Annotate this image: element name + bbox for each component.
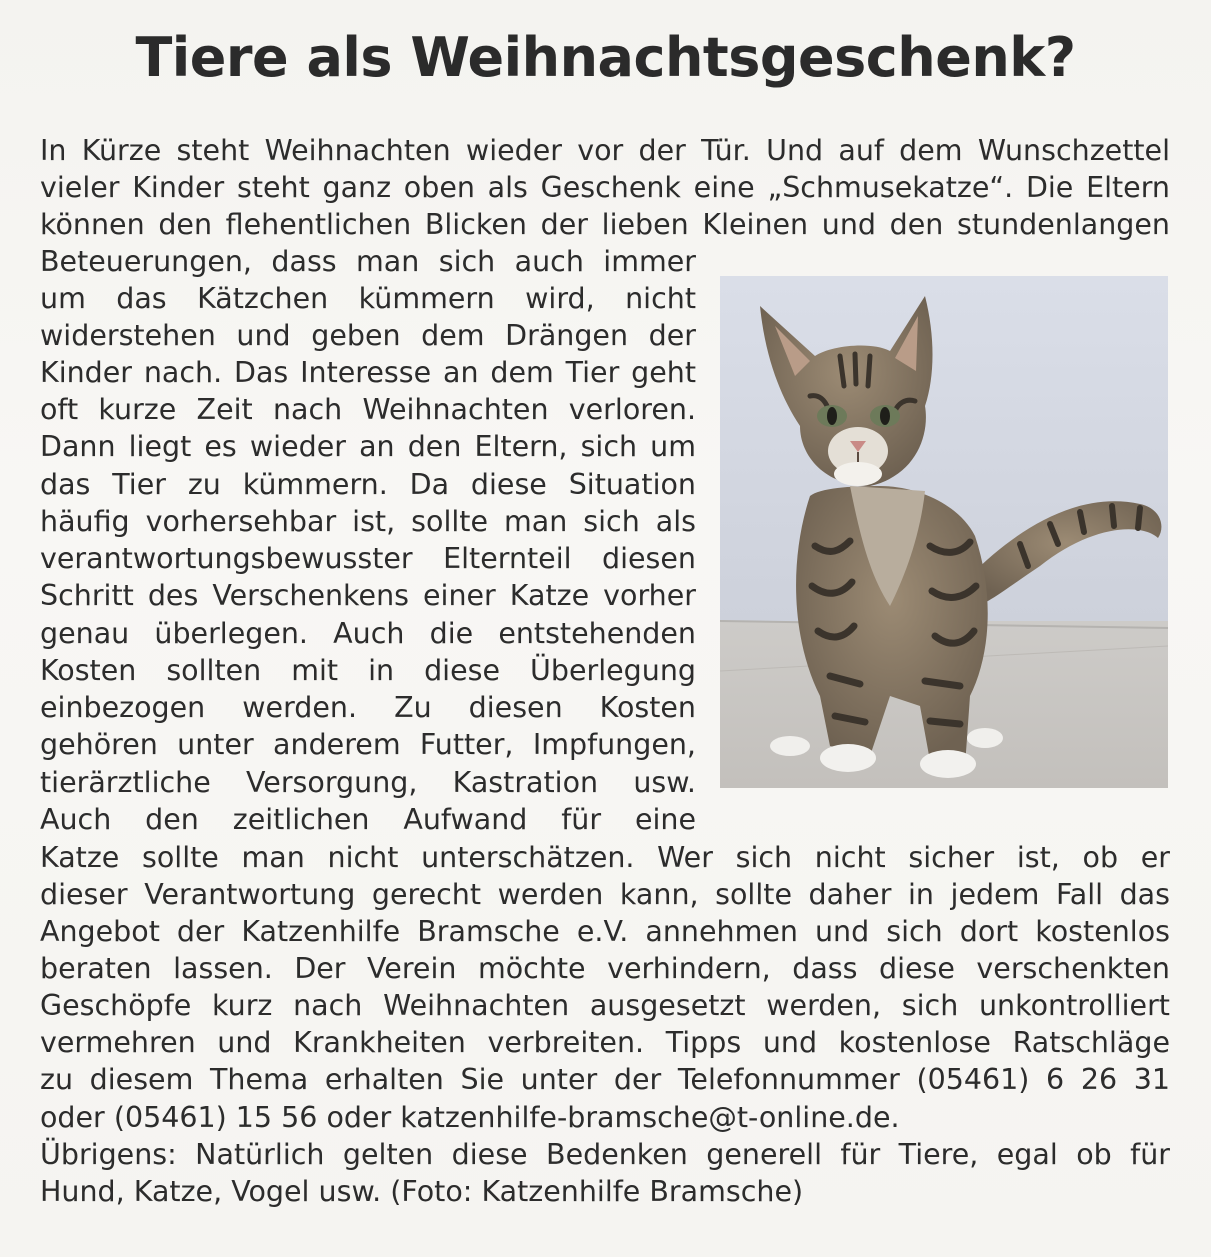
body-line: Auch den zeitlichen Aufwand für eine: [40, 803, 696, 836]
article-title: Tiere als Weihnachtsgeschenk?: [135, 26, 1076, 89]
body-line: vermehren und Krankheiten verbreiten. Tipps und kostenlose Ratschläge: [40, 1026, 1170, 1059]
body-line: Hund, Katze, Vogel usw. (Foto: Katzenhilfe Bramsche): [40, 1175, 804, 1208]
body-line: Angebot der Katzenhilfe Bramsche e.V. annehmen und sich dort kostenlos: [40, 915, 1170, 948]
body-line: widerstehen und geben dem Drängen der: [40, 319, 696, 352]
body-line: häufig vorhersehbar ist, sollte man sich als: [40, 505, 696, 538]
kitten-photo: [720, 276, 1168, 788]
body-line: oder (05461) 15 56 oder katzenhilfe-bramsche@t-online.de.: [40, 1101, 900, 1134]
body-line: beraten lassen. Der Verein möchte verhindern, dass diese verschenkten: [40, 952, 1170, 985]
kitten-illustration: [720, 276, 1168, 788]
body-line: tierärztliche Versorgung, Kastration usw.: [40, 766, 696, 799]
body-line: Beteuerungen, dass man sich auch immer: [40, 245, 696, 278]
body-line: oft kurze Zeit nach Weihnachten verloren.: [40, 393, 696, 426]
body-line: Katze sollte man nicht unterschätzen. Wer sich nicht sicher ist, ob er: [40, 841, 1170, 874]
body-line: Kinder nach. Das Interesse an dem Tier geht: [40, 356, 696, 389]
body-line: einbezogen werden. Zu diesen Kosten: [40, 691, 696, 724]
body-line: können den flehentlichen Blicken der lieben Kleinen und den stundenlangen: [40, 208, 1170, 241]
body-line: das Tier zu kümmern. Da diese Situation: [40, 468, 696, 501]
body-line: dieser Verantwortung gerecht werden kann, sollte daher in jedem Fall das: [40, 878, 1170, 911]
body-line: vieler Kinder steht ganz oben als Geschenk eine „Schmusekatze“. Die Eltern: [40, 171, 1170, 204]
body-line: Dann liegt es wieder an den Eltern, sich um: [40, 430, 696, 463]
body-line: gehören unter anderem Futter, Impfungen,: [40, 728, 696, 761]
body-line: Übrigens: Natürlich gelten diese Bedenken generell für Tiere, egal ob für: [40, 1138, 1170, 1171]
body-line: Schritt des Verschenkens einer Katze vorher: [40, 579, 696, 612]
body-line: verantwortungsbewusster Elternteil diesen: [40, 542, 696, 575]
body-line: Kosten sollten mit in diese Überlegung: [40, 654, 696, 687]
body-line: In Kürze steht Weihnachten wieder vor der Tür. Und auf dem Wunschzettel: [40, 134, 1170, 167]
body-line: zu diesem Thema erhalten Sie unter der Telefonnummer (05461) 6 26 31: [40, 1063, 1170, 1096]
body-line: genau überlegen. Auch die entstehenden: [40, 617, 696, 650]
body-line: Geschöpfe kurz nach Weihnachten ausgesetzt werden, sich unkontrolliert: [40, 989, 1170, 1022]
body-line: um das Kätzchen kümmern wird, nicht: [40, 282, 696, 315]
